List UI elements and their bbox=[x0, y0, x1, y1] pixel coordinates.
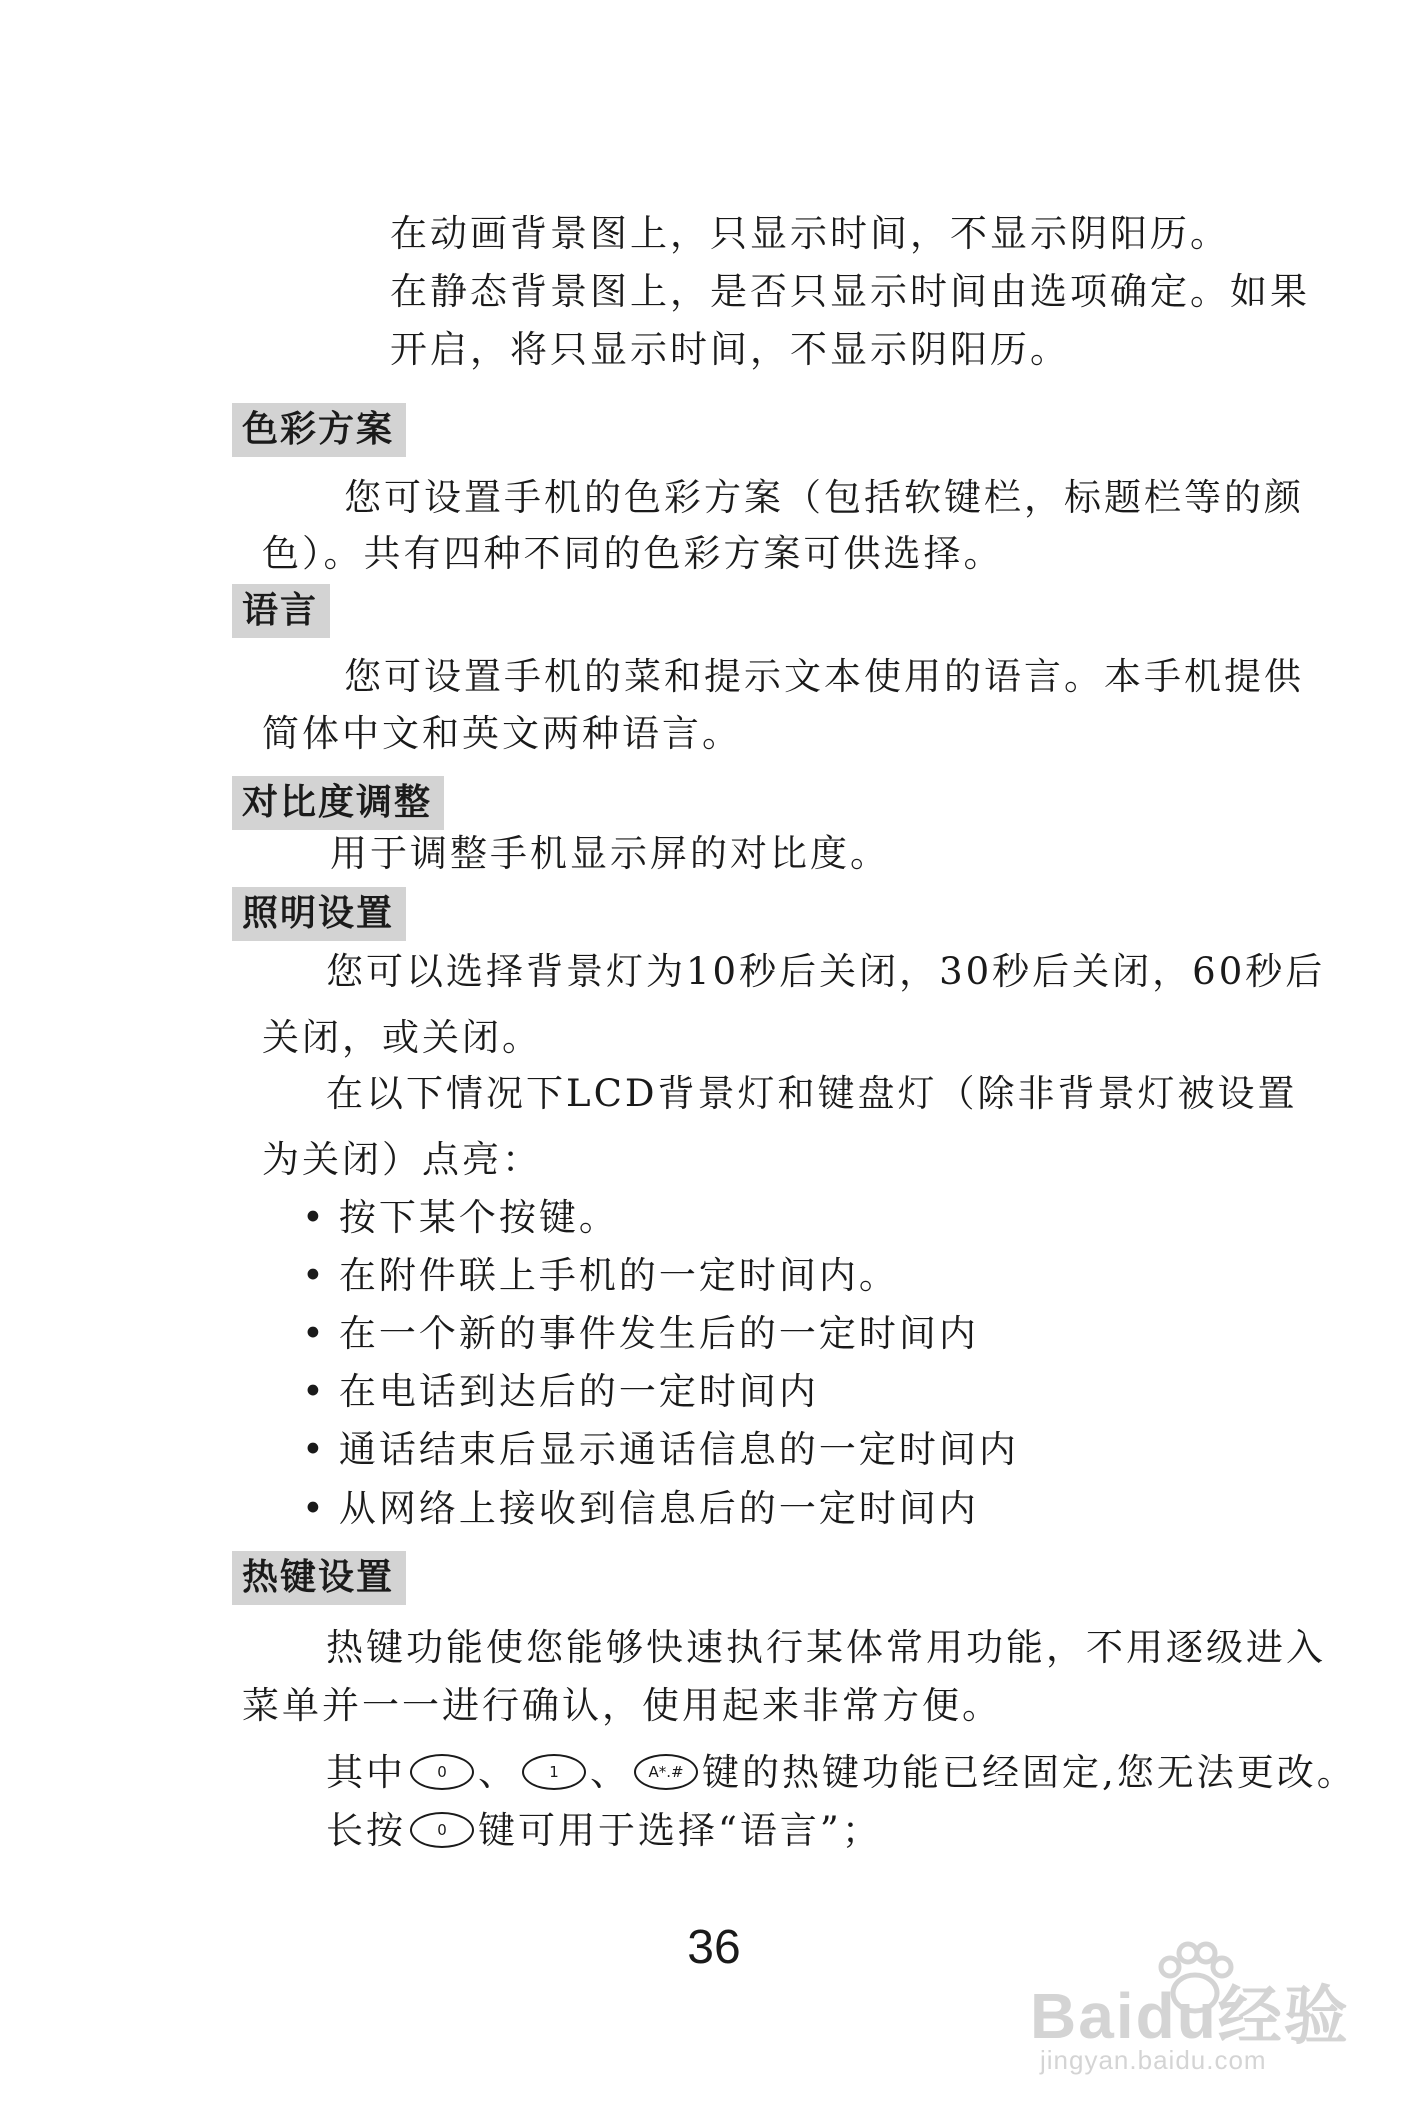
key-zero-icon: 0 bbox=[410, 1812, 474, 1848]
longpress-prefix-text: 长按 bbox=[326, 1809, 406, 1852]
section-heading-color-scheme: 色彩方案 bbox=[232, 403, 406, 457]
list-item-text: 通话结束后显示通话信息的一定时间内 bbox=[338, 1428, 1019, 1471]
list-item bbox=[302, 1428, 1019, 1472]
baidu-watermark bbox=[1030, 1945, 1390, 2075]
list-item-text: 从网络上接收到信息后的一定时间内 bbox=[338, 1487, 979, 1530]
body-text-line bbox=[326, 1809, 882, 1853]
section-heading-contrast: 对比度调整 bbox=[232, 776, 444, 830]
section-heading-lighting: 照明设置 bbox=[232, 887, 406, 941]
watermark-brand: Baidu经验 bbox=[1030, 1980, 1350, 2052]
body-text-line: 为关闭）点亮： bbox=[262, 1138, 542, 1181]
fixed-prefix-text: 其中 bbox=[326, 1751, 406, 1794]
bullet-icon: • bbox=[302, 1370, 327, 1413]
list-item-text: 在附件联上手机的一定时间内。 bbox=[338, 1254, 899, 1297]
list-item-text: 按下某个按键。 bbox=[338, 1196, 619, 1239]
body-text-line: 您可以选择背景灯为10秒后关闭，30秒后关闭，60秒后 bbox=[326, 950, 1326, 993]
body-text-line: 您可设置手机的菜和提示文本使用的语言。本手机提供 bbox=[344, 655, 1304, 698]
bullet-icon: • bbox=[302, 1312, 327, 1355]
list-item-text: 在一个新的事件发生后的一定时间内 bbox=[338, 1312, 979, 1355]
list-item bbox=[302, 1370, 819, 1414]
key-zero-icon: 0 bbox=[410, 1754, 474, 1790]
bullet-icon: • bbox=[302, 1428, 327, 1471]
list-item bbox=[302, 1487, 979, 1531]
fixed-suffix-text: 键的热键功能已经固定,您无法更改。 bbox=[702, 1751, 1357, 1794]
bullet-icon: • bbox=[302, 1487, 327, 1530]
body-text-line: 在动画背景图上，只显示时间，不显示阴阳历。 bbox=[390, 212, 1230, 255]
body-text-line: 在静态背景图上，是否只显示时间由选项确定。如果 bbox=[390, 270, 1310, 313]
body-text-line: 关闭，或关闭。 bbox=[262, 1016, 542, 1059]
bullet-icon: • bbox=[302, 1254, 327, 1297]
section-heading-hotkey: 热键设置 bbox=[232, 1551, 406, 1605]
longpress-suffix-text: 键可用于选择“语言”； bbox=[478, 1809, 882, 1852]
body-text-line: 开启，将只显示时间，不显示阴阳历。 bbox=[390, 328, 1070, 371]
key-one-icon: 1 bbox=[522, 1754, 586, 1790]
watermark-url: jingyan.baidu.com bbox=[1040, 2045, 1267, 2075]
key-star-icon: A*.# bbox=[634, 1754, 698, 1790]
body-text-line: 色）。共有四种不同的色彩方案可供选择。 bbox=[262, 532, 1004, 575]
list-item-text: 在电话到达后的一定时间内 bbox=[338, 1370, 819, 1413]
body-text-line: 热键功能使您能够快速执行某体常用功能，不用逐级进入 bbox=[326, 1626, 1326, 1669]
list-item bbox=[302, 1312, 979, 1356]
list-item bbox=[302, 1196, 619, 1240]
body-text-line: 简体中文和英文两种语言。 bbox=[262, 712, 742, 755]
separator-text: 、 bbox=[478, 1751, 518, 1794]
body-text-line: 用于调整手机显示屏的对比度。 bbox=[330, 832, 890, 875]
bullet-icon: • bbox=[302, 1196, 327, 1239]
body-text-line: 您可设置手机的色彩方案（包括软键栏，标题栏等的颜 bbox=[344, 476, 1304, 519]
separator-text: 、 bbox=[590, 1751, 630, 1794]
list-item bbox=[302, 1254, 899, 1298]
page-number: 36 bbox=[687, 1921, 741, 1974]
body-text-line: 在以下情况下LCD背景灯和键盘灯（除非背景灯被设置 bbox=[326, 1072, 1298, 1115]
body-text-line: 菜单并一一进行确认，使用起来非常方便。 bbox=[242, 1684, 1002, 1727]
section-heading-language: 语言 bbox=[232, 584, 330, 638]
body-text-line bbox=[326, 1751, 1357, 1795]
